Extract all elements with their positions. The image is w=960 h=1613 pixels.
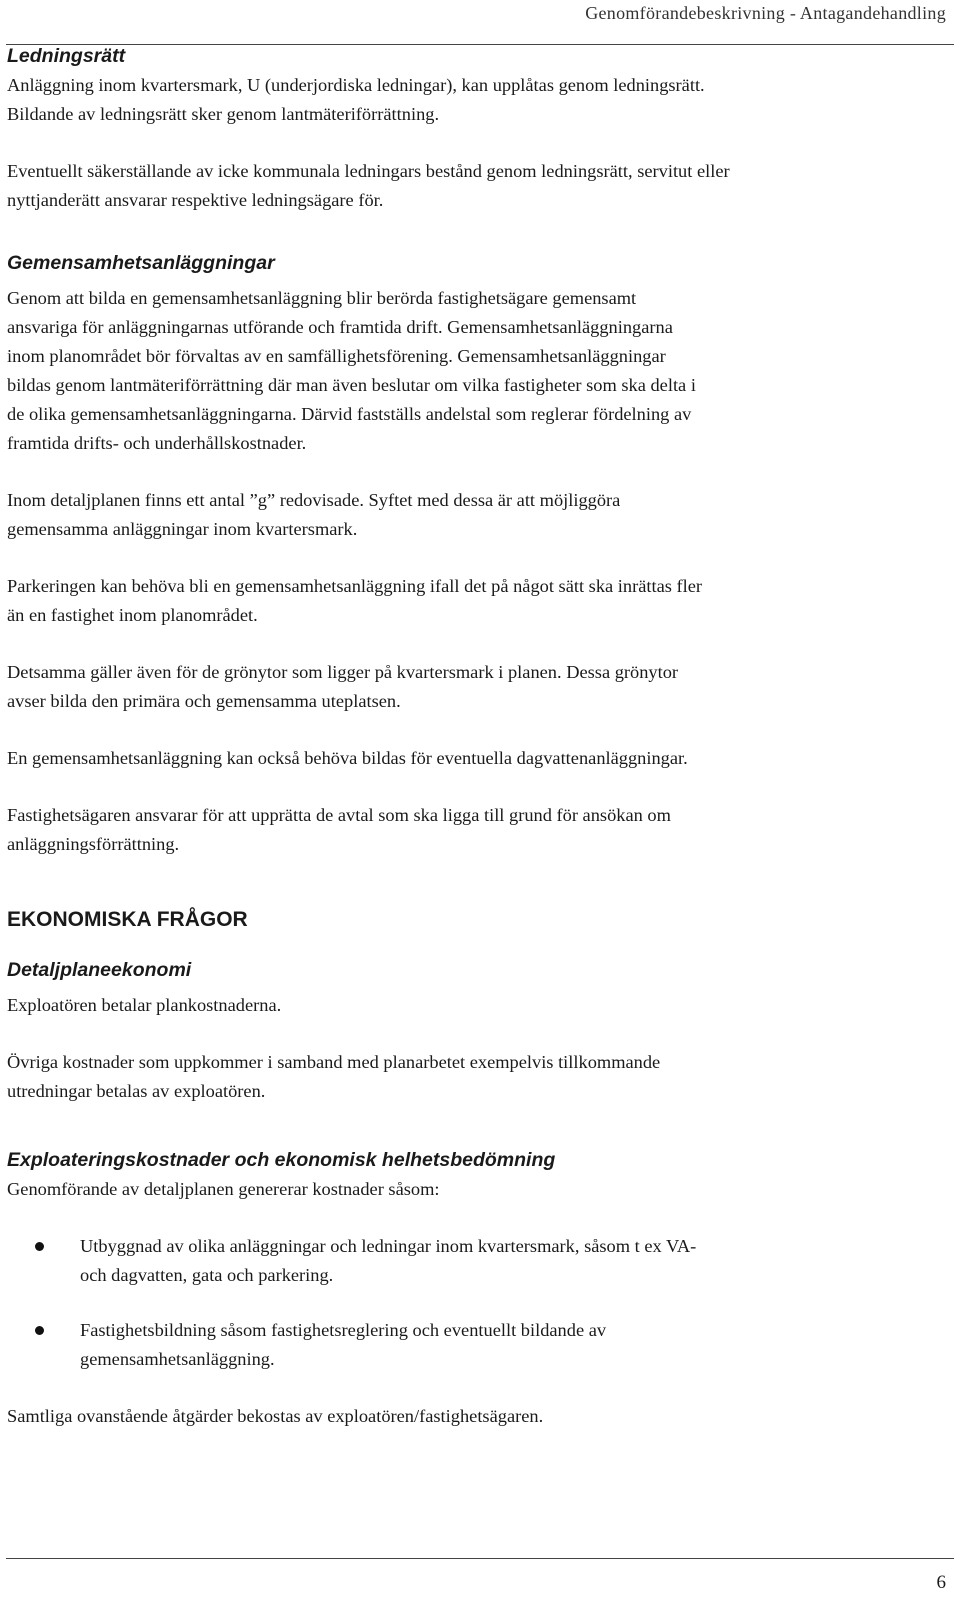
text-line: inom planområdet bör förvaltas av en samfällighetsförening. Gemensamhetsanläggningar (7, 346, 666, 366)
paragraph-detaljplan-2 (7, 1048, 947, 1106)
heading-exploateringskostnader: Exploateringskostnader och ekonomisk helhetsbedömning (7, 1149, 556, 1171)
paragraph-gemensamhet-1 (7, 284, 947, 458)
paragraph-exploatering-outro: Samtliga ovanstående åtgärder bekostas av exploatören/fastighetsägaren. (7, 1406, 544, 1426)
text-line: Fastighetsägaren ansvarar för att upprätta de avtal som ska ligga till grund för ansökan om (7, 805, 671, 825)
text-line: Detsamma gäller även för de grönytor som ligger på kvartersmark i planen. Dessa grönytor (7, 662, 679, 682)
text-line: ansvariga för anläggningarnas utförande och framtida drift. Gemensamhetsanläggningarna (7, 317, 673, 337)
paragraph-gemensamhet-3 (7, 572, 947, 630)
bullet-icon (35, 1326, 44, 1335)
text-line: Övriga kostnader som uppkommer i samband med planarbetet exempelvis tillkommande (7, 1052, 661, 1072)
text-line: avser bilda den primära och gemensamma uteplatsen. (7, 691, 401, 711)
text-line: Parkeringen kan behöva bli en gemensamhetsanläggning ifall det på något sätt ska inrättas fler (7, 576, 703, 596)
text-line: än en fastighet inom planområdet. (7, 605, 258, 625)
text-line: Bildande av ledningsrätt sker genom lantmäteriförrättning. (7, 104, 440, 124)
text-line: nyttjanderätt ansvarar respektive ledningsägare för. (7, 190, 384, 210)
text-line: utredningar betalas av exploatören. (7, 1081, 266, 1101)
paragraph-gemensamhet-2 (7, 486, 947, 544)
text-line: Eventuellt säkerställande av icke kommunala ledningars bestånd genom ledningsrätt, servitut eller (7, 161, 730, 181)
paragraph-gemensamhet-6 (7, 801, 947, 859)
text-line: anläggningsförrättning. (7, 834, 180, 854)
paragraph-ledningsratt-1 (7, 71, 947, 129)
list-item (7, 1316, 947, 1374)
text-line: Anläggning inom kvartersmark, U (underjordiska ledningar), kan upplåtas genom ledningsrätt. (7, 75, 705, 95)
heading-detaljplaneekonomi: Detaljplaneekonomi (7, 959, 192, 981)
paragraph-detaljplan-1: Exploatören betalar plankostnaderna. (7, 995, 282, 1015)
text-line: Genom att bilda en gemensamhetsanläggning blir berörda fastighetsägare gemensamt (7, 288, 637, 308)
heading-ledningsratt: Ledningsrätt (7, 45, 126, 67)
text-line: Utbyggnad av olika anläggningar och ledningar inom kvartersmark, såsom t ex VA- (80, 1236, 697, 1256)
text-line: och dagvatten, gata och parkering. (80, 1265, 334, 1285)
text-line: bildas genom lantmäteriförrättning där man även beslutar om vilka fastigheter som ska delta i (7, 375, 696, 395)
paragraph-ledningsratt-2 (7, 157, 947, 215)
text-line: de olika gemensamhetsanläggningarna. Därvid fastställs andelstal som reglerar fördelning av (7, 404, 692, 424)
heading-ekonomiska-fragor: EKONOMISKA FRÅGOR (7, 908, 248, 931)
text-line: framtida drifts- och underhållskostnader. (7, 433, 307, 453)
document-body (7, 42, 947, 1431)
text-line: Fastighetsbildning såsom fastighetsreglering och eventuellt bildande av (80, 1320, 607, 1340)
list-item (7, 1232, 947, 1290)
running-header: Genomförandebeskrivning - Antagandehandling (585, 3, 946, 23)
paragraph-gemensamhet-4 (7, 658, 947, 716)
text-line: gemensamma anläggningar inom kvartersmark. (7, 519, 358, 539)
text-line: gemensamhetsanläggning. (80, 1349, 275, 1369)
footer-rule (6, 1558, 954, 1559)
paragraph-gemensamhet-5: En gemensamhetsanläggning kan också behöva bildas för eventuella dagvattenanläggningar. (7, 748, 688, 768)
page-number: 6 (936, 1572, 946, 1593)
cost-bullet-list (7, 1232, 947, 1374)
text-line: Inom detaljplanen finns ett antal ”g” redovisade. Syftet med dessa är att möjliggöra (7, 490, 621, 510)
bullet-icon (35, 1242, 44, 1251)
paragraph-exploatering-intro: Genomförande av detaljplanen genererar kostnader såsom: (7, 1179, 440, 1199)
heading-gemensamhetsanlaggningar: Gemensamhetsanläggningar (7, 252, 275, 274)
